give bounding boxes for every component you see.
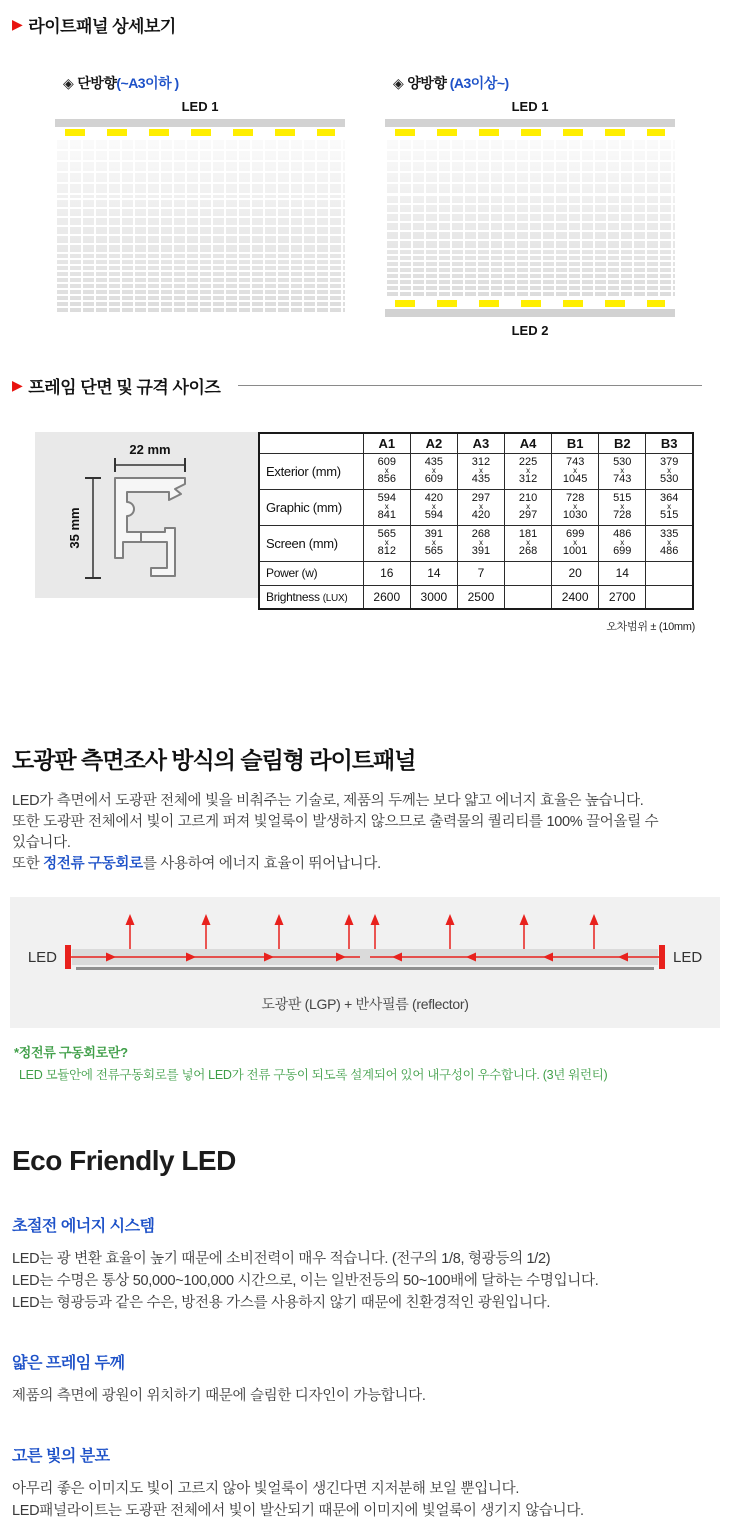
spec-cell: 420 x 594 [410, 489, 457, 525]
spec-row-screen [259, 525, 693, 561]
spec-cell: 530 x 743 [599, 453, 646, 489]
footnote-question: *정전류 구동회로란? [14, 1045, 128, 1060]
eco-heading: Eco Friendly LED [12, 1145, 236, 1176]
profile-hook-shape [141, 528, 175, 576]
sub-title-thin-frame: 얇은 프레임 두께 [12, 1355, 125, 1372]
page-title-text: 라이트패널 상세보기 [28, 17, 176, 36]
led-chips [395, 129, 665, 136]
slim-section-heading: 도광판 측면조사 방식의 슬림형 라이트패널 [12, 747, 416, 773]
led-cap-left [65, 945, 71, 969]
sub-title-energy: 초절전 에너지 시스템 [12, 1218, 155, 1235]
spec-cell: 2400 [552, 585, 599, 609]
paragraph-line: LED는 광 변환 효율이 높기 때문에 소비전력이 매우 적습니다. (전구의 1/8, 형광등의 1/2) [12, 1251, 551, 1267]
spec-cell: 297 x 420 [457, 489, 504, 525]
spec-cell: 2700 [599, 585, 646, 609]
panel-left-title-blue: (~A3이하 ) [116, 75, 179, 91]
paragraph-line: 아무리 좋은 이미지도 빛이 고르지 않아 빛얼룩이 생긴다면 지저분해 보일 뿐입니다. [12, 1481, 520, 1497]
spec-cell: 14 [599, 561, 646, 585]
reflector-line [76, 967, 654, 970]
spec-cell: 14 [410, 561, 457, 585]
spec-header-row [259, 433, 693, 453]
spec-row-brightness [259, 585, 693, 609]
diamond-icon: ◈ [63, 75, 74, 91]
lgp-dot-grid [385, 138, 675, 194]
led-strip-bar [385, 119, 675, 127]
led1-label-left: LED 1 [181, 99, 219, 114]
led2-label: LED 2 [511, 323, 549, 338]
spec-col-a3: A3 [457, 433, 504, 453]
spec-cell: 335 x 486 [646, 525, 693, 561]
spec-cell: 743 x 1045 [552, 453, 599, 489]
led-label-right: LED [673, 949, 703, 966]
spec-table [258, 432, 694, 610]
spec-cell: 379 x 530 [646, 453, 693, 489]
row-label-exterior: Exterior (mm) [259, 453, 363, 489]
row-label-graphic: Graphic (mm) [259, 489, 363, 525]
spec-cell: 486 x 699 [599, 525, 646, 561]
spec-cell [505, 585, 552, 609]
panel-left-title [55, 73, 345, 93]
red-triangle-icon: ▶ [12, 377, 23, 393]
spec-cell: 268 x 391 [457, 525, 504, 561]
panel-right-title-black: 양방향 [407, 75, 450, 91]
paragraph-line: LED패널라이트는 도광판 전체에서 빛이 발산되기 때문에 이미지에 빛얼룩이 생기지 않습니다. [12, 1503, 584, 1519]
spec-row-graphic [259, 489, 693, 525]
lgp-dot-grid [385, 194, 675, 248]
warranty-footnote [14, 1042, 730, 1083]
spec-cell: 594 x 841 [363, 489, 410, 525]
frame-section-title-text: 프레임 단면 및 규격 사이즈 [28, 378, 221, 397]
frame-profile-drawing [35, 432, 258, 598]
frame-section-title [12, 373, 702, 398]
dim-width-label: 22 mm [129, 442, 171, 457]
panel-right-title [385, 73, 675, 93]
spec-cell: 16 [363, 561, 410, 585]
led-chips [65, 129, 335, 136]
paragraph-line: 있습니다. [12, 835, 71, 851]
spec-col-a4: A4 [505, 433, 552, 453]
lgp-dot-grid [55, 138, 345, 198]
paragraph-line: 또한 도광판 전체에서 빛이 고르게 퍼져 빛얼룩이 발생하지 않으므로 출력물의 퀄리티를 100% 끌어올릴 수 [12, 814, 659, 830]
lgp-dot-grid [55, 198, 345, 258]
paragraph-line: LED는 형광등과 같은 수은, 방전용 가스를 사용하지 않기 때문에 친환경적인 광원입니다. [12, 1295, 551, 1311]
led-strip-bar [385, 309, 675, 317]
panel-right-title-blue: (A3이상~) [449, 75, 509, 91]
spec-cell: 181 x 268 [505, 525, 552, 561]
panel-left-title-black: 단방향 [77, 75, 117, 91]
row-label-screen: Screen (mm) [259, 525, 363, 561]
sub-text-even-light [12, 1478, 730, 1522]
paragraph-line: 또한 정전류 구동회로를 사용하여 에너지 효율이 뛰어납니다. [12, 856, 381, 872]
spec-cell: 2600 [363, 585, 410, 609]
spec-col-b1: B1 [552, 433, 599, 453]
panel-bidirectional [385, 73, 675, 343]
led-cap-right [659, 945, 665, 969]
paragraph-line: LED는 수명은 통상 50,000~100,000 시간으로, 이는 일반전등의 50~100배에 달하는 수명입니다. [12, 1273, 599, 1289]
spec-cell: 699 x 1001 [552, 525, 599, 561]
page-title [12, 12, 730, 37]
paragraph-line: LED가 측면에서 도광판 전체에 빛을 비춰주는 기술로, 제품의 두께는 보다 얇고 에너지 효율은 높습니다. [12, 793, 644, 809]
lgp-dot-grid [55, 258, 345, 314]
sub-text-energy [12, 1248, 730, 1314]
panel-diagrams [0, 73, 730, 343]
spec-cell: 515 x 728 [599, 489, 646, 525]
spec-row-power [259, 561, 693, 585]
spec-cell: 20 [552, 561, 599, 585]
footnote-answer: LED 모듈안에 전류구동회로를 넣어 LED가 전류 구동이 되도록 설계되어 있어 내구성이 우수합니다. (3년 워런티) [19, 1068, 608, 1082]
red-triangle-icon: ▶ [12, 16, 23, 32]
panel-unidirectional [55, 73, 345, 343]
sub-text-thin-frame [12, 1385, 730, 1407]
spec-cell [646, 561, 693, 585]
lgp-diagram [10, 897, 720, 1028]
tolerance-note: 오차범위 ± (10mm) [606, 621, 695, 633]
spec-col-b2: B2 [599, 433, 646, 453]
spec-cell: 391 x 565 [410, 525, 457, 561]
spec-cell: 728 x 1030 [552, 489, 599, 525]
led-label-left: LED [27, 949, 57, 966]
led-strip-bar [55, 119, 345, 127]
spec-cell: 7 [457, 561, 504, 585]
spec-cell: 609 x 856 [363, 453, 410, 489]
spec-cell: 312 x 435 [457, 453, 504, 489]
spec-cell: 435 x 609 [410, 453, 457, 489]
spec-col-a1: A1 [363, 433, 410, 453]
highlight-constant-current: 정전류 구동회로 [43, 856, 143, 872]
spec-cell: 210 x 297 [505, 489, 552, 525]
spec-cell [505, 561, 552, 585]
spec-cell [646, 585, 693, 609]
paragraph-line: 제품의 측면에 광원이 위치하기 때문에 슬림한 디자인이 가능합니다. [12, 1388, 426, 1404]
emitted-light-arrowheads [126, 914, 599, 925]
header-rule [238, 385, 702, 386]
spec-cell: 364 x 515 [646, 489, 693, 525]
lgp-diagram-svg [10, 909, 720, 983]
spec-cell: 2500 [457, 585, 504, 609]
led1-label-right: LED 1 [511, 99, 549, 114]
spec-cell: 225 x 312 [505, 453, 552, 489]
lgp-caption: 도광판 (LGP) + 반사필름 (reflector) [261, 996, 469, 1012]
spec-cell: 3000 [410, 585, 457, 609]
spec-col-b3: B3 [646, 433, 693, 453]
row-label-brightness: Brightness (LUX) [259, 585, 363, 609]
led-chips [395, 300, 665, 307]
slim-section-paragraph [12, 791, 730, 875]
emitted-light-arrows [130, 923, 594, 949]
spec-header-empty [259, 433, 363, 453]
spec-col-a2: A2 [410, 433, 457, 453]
dim-height-label: 35 mm [67, 507, 82, 549]
frame-cross-section [35, 432, 258, 598]
spec-row-exterior [259, 453, 693, 489]
spec-cell: 565 x 812 [363, 525, 410, 561]
row-label-power: Power (w) [259, 561, 363, 585]
lgp-dot-grid [385, 248, 675, 298]
sub-title-even-light: 고른 빛의 분포 [12, 1448, 110, 1465]
diamond-icon: ◈ [393, 75, 404, 91]
